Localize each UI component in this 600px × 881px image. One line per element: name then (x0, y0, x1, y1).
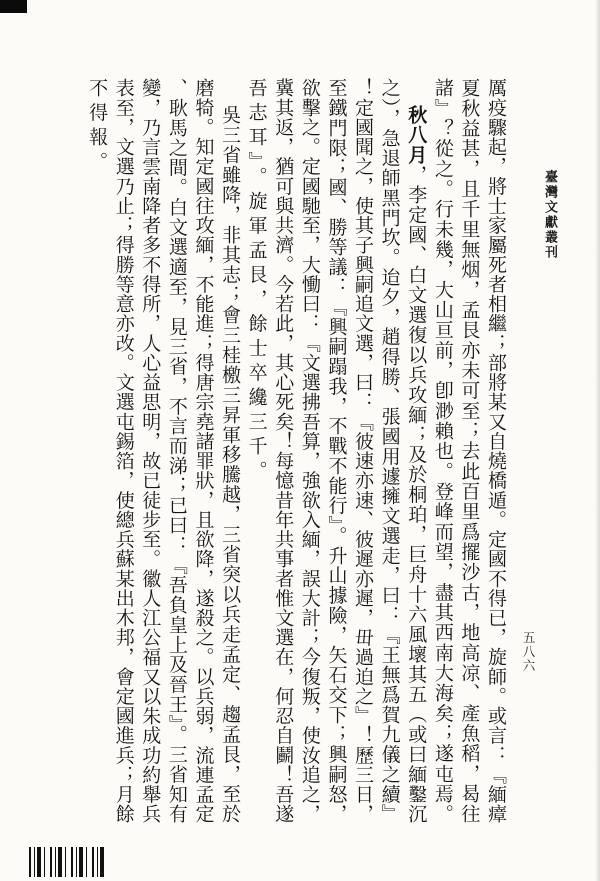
page-edge-shadow (595, 0, 600, 881)
scan-corner-mark (0, 0, 27, 13)
text-column-12: 磨犄。知定國往攻緬，不能進；得唐宗堯諸罪狀，且欲降，遂殺之。以兵弱，流連孟定 (192, 78, 214, 823)
text-columns (83, 78, 509, 823)
text-column-1: 厲疫驟起，將士家屬死者相繼；部將某又自燒橋遁。定國不得已，旋師。或言：『緬瘴 (485, 78, 506, 823)
running-title: 臺灣文獻叢刊 (543, 170, 558, 260)
text-column-16: 不得報。 (86, 78, 108, 176)
text-column-7: 至鐵門限；國、勝等議：『興嗣蹋我，不戰不能行』。升山據險，矢石交下；興嗣怒， (325, 78, 347, 823)
text-column-6: ！定國聞之，使其子興嗣追文選，曰：『彼速亦速、彼遲亦遲，毌過迫之』！歷三日， (352, 78, 374, 823)
text-column-13: 、耿馬之間。白文選適至，見三省，不言而涕；已曰：『吾負皇上及晉王』。三省知有 (165, 78, 187, 823)
text-column-8: 欲擊之。定國馳至，大慟曰：『文選拂吾算，強欲入緬，誤大計；今復叛，使汝追之， (298, 78, 320, 823)
text-column-14: 變，乃言雲南降者多不得所，人心益思明，故已徒步至。徽人江公福又以朱成功約舉兵 (139, 78, 161, 823)
text-column-3: 諸』？從之。行未幾，大山亘前，卽渺賴也。登峰而望，盡其西南大海矣；遂屯焉。 (431, 78, 453, 823)
column-text: ，李定國、白文選復以兵攻緬；及於桐珀，巨舟十六風壞其五（或曰緬鑿沉 (405, 164, 427, 824)
text-column-2: 夏秋益甚，且千里無烟，孟艮亦未可至；去此百里爲擺沙古，地高凉、產魚稻，曷往 (458, 78, 480, 823)
barcode-icon (29, 847, 106, 877)
text-column-10: 吾志耳』。旋軍孟艮，餘士卒纔三千。 (245, 78, 267, 485)
text-column-5: 之），急退師黑門坎。迨夕，趙得勝、張國用遽擁文選走，曰：『王無爲賀九儀之續』 (378, 78, 400, 823)
text-column-11: 吳三省雖降，非其志；會三桂檄三昇軍移騰越，三省突以兵走孟定、趨孟艮，至於 (219, 105, 241, 823)
text-column-15: 表至，文選乃止；得勝等意亦改。文選屯錫箔，使總兵蘇某出木邦，會定國進兵；月餘 (112, 78, 134, 823)
text-column-9: 冀其返，猶可與共濟。今若此，其心死矣！每憶昔年共事者惟文選在，何忍自鬬！吾遂 (272, 78, 294, 823)
paragraph-head: 秋八月 (405, 105, 427, 165)
page-number: 五八六 (521, 631, 535, 673)
text-column-4 (402, 78, 429, 823)
